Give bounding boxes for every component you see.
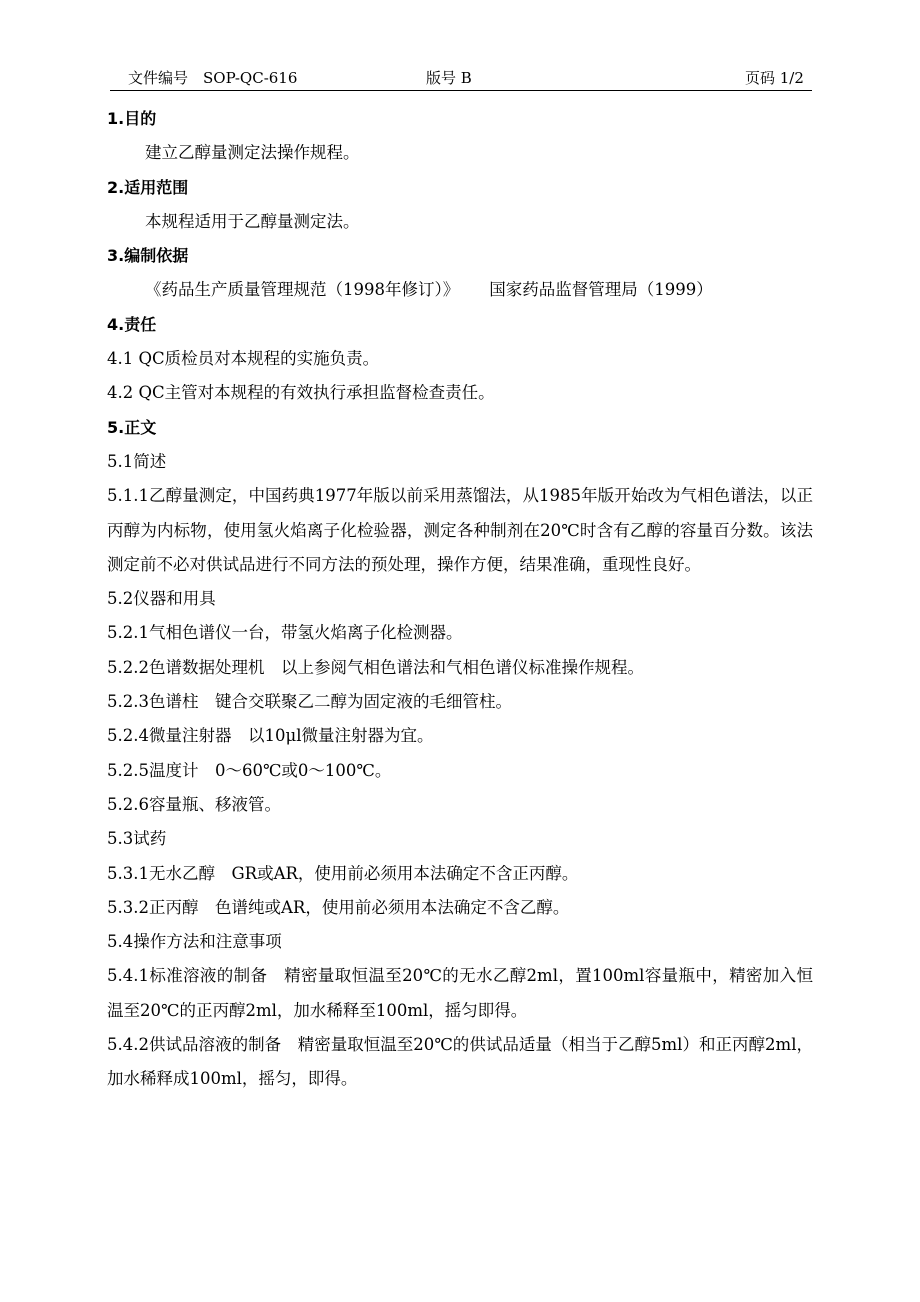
version-number: 版号 B [426, 69, 472, 87]
list-item: 5.2.5温度计 0～60℃或0～100℃。 [107, 760, 392, 780]
paragraph: 5.4.2供试品溶液的制备 精密量取恒温至20℃的供试品适量（相当于乙醇5ml）和正丙醇2ml，加水稀释成100ml，摇匀，即得。 [107, 1035, 813, 1089]
list-item: 5.3.2正丙醇 色谱纯或AR，使用前必须用本法确定不含乙醇。 [107, 897, 570, 917]
page-number: 页码 1/2 [745, 69, 804, 87]
list-item: 5.2.4微量注射器 以10μl微量注射器为宜。 [107, 726, 434, 746]
subsection-heading: 5.4操作方法和注意事项 [107, 932, 282, 952]
section-heading-main-text: 5.正文 [107, 417, 157, 437]
list-item: 5.2.3色谱柱 键合交联聚乙二醇为固定液的毛细管柱。 [107, 692, 512, 712]
document-body [107, 102, 813, 1097]
section-heading-purpose: 1.目的 [107, 109, 157, 128]
section-heading-scope: 2.适用范围 [107, 177, 189, 197]
purpose-text: 建立乙醇量测定法操作规程。 [145, 143, 360, 163]
list-item: 5.2.6容量瓶、移液管。 [107, 794, 281, 814]
list-item: 5.2.1气相色谱仪一台，带氢火焰离子化检测器。 [107, 623, 463, 643]
responsibility-item: 4.2 QC主管对本规程的有效执行承担监督检查责任。 [107, 383, 495, 403]
subsection-heading: 5.3试药 [107, 829, 167, 849]
section-heading-basis: 3.编制依据 [107, 246, 189, 266]
list-item: 5.2.2色谱数据处理机 以上参阅气相色谱法和气相色谱仪标准操作规程。 [107, 657, 644, 677]
section-heading-responsibility: 4.责任 [107, 314, 157, 334]
subsection-heading: 5.1简述 [107, 451, 167, 471]
responsibility-item: 4.1 QC质检员对本规程的实施负责。 [107, 349, 380, 369]
basis-text: 《药品生产质量管理规范（1998年修订）》 国家药品监督管理局（1999） [145, 280, 713, 300]
list-item: 5.3.1无水乙醇 GR或AR，使用前必须用本法确定不含正丙醇。 [107, 863, 579, 883]
scope-text: 本规程适用于乙醇量测定法。 [145, 211, 360, 231]
paragraph: 5.1.1乙醇量测定，中国药典1977年版以前采用蒸馏法，从1985年版开始改为气相色谱法，以正丙醇为内标物，使用氢火焰离子化检验器，测定各种制剂在20℃时含有乙醇的容量百分数。该法测定前不必对供试品进行不同方法的预处理，操作方便，结果准确，重现性良好。 [107, 486, 813, 574]
document-number: 文件编号 SOP-QC-616 [128, 69, 298, 87]
paragraph: 5.4.1标准溶液的制备 精密量取恒温至20℃的无水乙醇2ml，置100ml容量瓶中，精密加入恒温至20℃的正丙醇2ml，加水稀释至100ml，摇匀即得。 [107, 966, 813, 1020]
subsection-heading: 5.2仪器和用具 [107, 589, 216, 609]
document-header [110, 64, 812, 91]
